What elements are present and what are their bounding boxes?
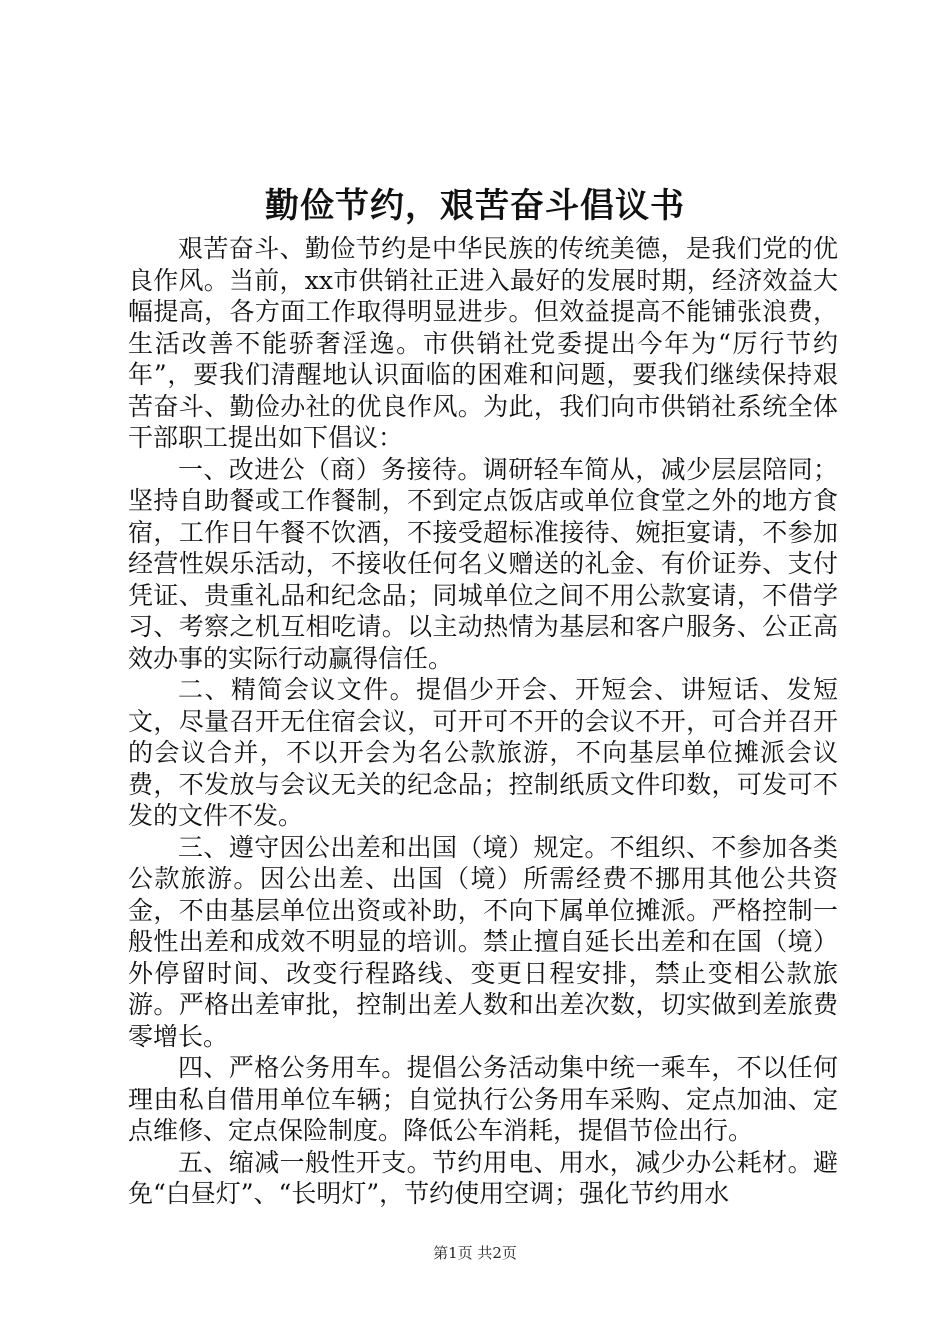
paragraph-item-4: 四、严格公务用车。提倡公务活动集中统一乘车，不以任何理由私自借用单位车辆；自觉执行公务用车采购、定点加油、定点维修、定点保险制度。降低公车消耗，提倡节俭出行。	[128, 1053, 838, 1145]
paragraph-item-1: 一、改进公（商）务接待。调研轻车简从，减少层层陪同；坚持自助餐或工作餐制，不到定点饭店或单位食堂之外的地方食宿，工作日午餐不饮酒，不接受超标准接待、婉拒宴请，不参加经营性娱乐活动，不接收任何名义赠送的礼金、有价证券、支付凭证、贵重礼品和纪念品；同城单位之间不用公款宴请，不借学习、考察之机互相吃请。以主动热情为基层和客户服务、公正高效办事的实际行动赢得信任。	[128, 454, 838, 673]
paragraph-item-3: 三、遵守因公出差和出国（境）规定。不组织、不参加各类公款旅游。因公出差、出国（境）所需经费不挪用其他公共资金，不由基层单位出资或补助，不向下属单位摊派。严格控制一般性出差和成效不明显的培训。禁止擅自延长出差和在国（境）外停留时间、改变行程路线、变更日程安排，禁止变相公款旅游。严格出差审批，控制出差人数和出差次数，切实做到差旅费零增长。	[128, 832, 838, 1051]
page-number-footer: 第1页 共2页	[433, 1244, 517, 1262]
paragraph-item-5: 五、缩减一般性开支。节约用电、用水，减少办公耗材。避免“白昼灯”、“长明灯”，节约使用空调；强化节约用水	[128, 1147, 838, 1208]
paragraph-intro: 艰苦奋斗、勤俭节约是中华民族的传统美德，是我们党的优良作风。当前，xx市供销社正进入最好的发展时期，经济效益大幅提高，各方面工作取得明显进步。但效益提高不能铺张浪费，生活改善不能骄奢淫逸。市供销社党委提出今年为“厉行节约年”，要我们清醒地认识面临的困难和问题，要我们继续保持艰苦奋斗、勤俭办社的优良作风。为此，我们向市供销社系统全体干部职工提出如下倡议：	[128, 234, 838, 452]
paragraph-item-2: 二、精简会议文件。提倡少开会、开短会、讲短话、发短文，尽量召开无住宿会议，可开可不开的会议不开，可合并召开的会议合并，不以开会为名公款旅游，不向基层单位摊派会议费，不发放与会议无关的纪念品；控制纸质文件印数，可发可不发的文件不发。	[128, 675, 838, 830]
document-title: 勤俭节约，艰苦奋斗倡议书	[265, 186, 685, 226]
document-body	[128, 233, 838, 1210]
